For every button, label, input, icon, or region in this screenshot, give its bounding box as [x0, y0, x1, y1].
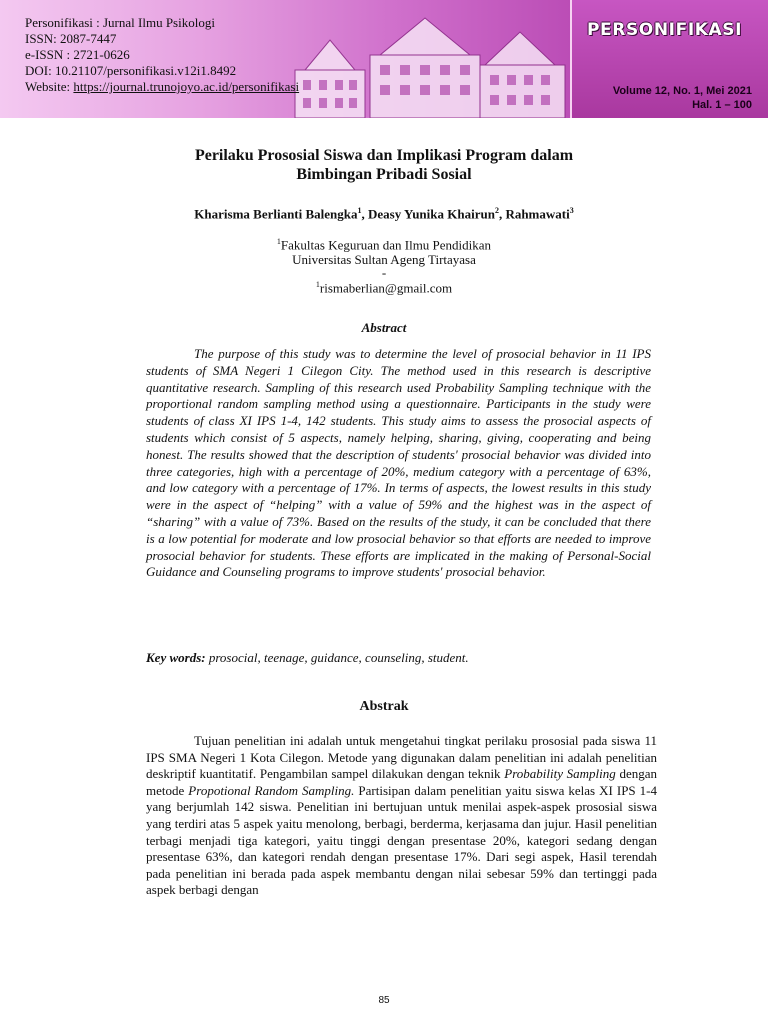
- keywords: [146, 650, 469, 666]
- page-range: Hal. 1 – 100: [692, 99, 752, 111]
- volume-info: [613, 84, 752, 112]
- author-list: Kharisma Berlianti Balengka$^1$, Deasy Yunika Khairun$^2$, Rahmawati$^3$: [194, 206, 574, 222]
- abstrak-text-2: dengan metode: [146, 766, 657, 798]
- journal-brand-logo: PERSONIFIKASI: [587, 20, 743, 40]
- keywords-label: Key words:: [146, 650, 206, 665]
- author-email: [0, 280, 768, 296]
- journal-info: [25, 15, 299, 95]
- campus-building-illustration: [285, 10, 575, 118]
- title-line-1: Perilaku Prososial Siswa dan Implikasi Program dalam: [194, 147, 574, 164]
- email-address: risma​berlian@gmail.com: [319, 280, 453, 296]
- abstrak-italic-2: Propotional Random Sampling.: [188, 782, 355, 798]
- author-1: Kharisma Berlianti Balengka: [194, 206, 358, 222]
- abstrak-body: [146, 733, 657, 899]
- website-link[interactable]: https://journal.trunojoyo.ac.id/personifikasi: [73, 79, 300, 94]
- author-3: Rahmawati: [505, 206, 570, 222]
- affiliation-dash: -: [381, 265, 387, 281]
- journal-banner: [0, 0, 768, 118]
- author-3-sup: 3: [569, 206, 574, 215]
- issn: ISSN: 2087-7447: [25, 31, 117, 46]
- affiliation-line-1: Fakultas Keguruan dan Ilmu Pendidikan: [280, 237, 492, 253]
- abstrak-italic-1: Probability Sampling: [504, 766, 616, 782]
- abstract-body: [146, 346, 651, 581]
- abstrak-text-1: Tujuan penelitian ini adalah untuk mengetahui tingkat perilaku prososial pada siswa 11 IPS SMA Negeri 1 Kota Cilegon. Metode yang digunakan dalam penelitian ini adalah penelitian deskriptif kuantitatif. Pengambilan sampel dilakukan dengan teknik: [146, 733, 657, 782]
- page-number: 85: [378, 995, 390, 1006]
- website-label: Website:: [25, 79, 74, 94]
- article-title: [0, 146, 768, 184]
- website-line: [25, 79, 299, 95]
- affiliation-line-2: Universitas Sultan Ageng Tirtayasa: [292, 252, 476, 268]
- author-2-sup: 2: [494, 206, 499, 215]
- author-2: Deasy Yunika Khairun: [368, 206, 495, 222]
- title-line-2: Bimbingan Pribadi Sosial: [296, 166, 472, 183]
- author-1-sup: 1: [357, 206, 362, 215]
- journal-name: Personifikasi : Jurnal Ilmu Psikologi: [25, 15, 215, 30]
- abstract-heading: Abstract: [361, 320, 407, 335]
- abstrak-heading: Abstrak: [359, 699, 409, 714]
- keywords-text: prosocial, teenage, guidance, counseling, student.: [208, 650, 469, 665]
- email-sup: 1: [315, 280, 320, 289]
- abstract-text: The purpose of this study was to determine the level of prosocial behavior in 11 IPS students of SMA Negeri 1 Cilegon City. The method used in this research is descriptive quantitative research. Sampling of this research used Probability Sampling technique with the proportional random sampling method using a questionnaire. Participants in the study were students of class XI IPS 1-4, 142 students. This study aims to assess the prosocial aspects of students which consist of 5 aspects, namely helping, sharing, giving, cooperating and being honest. The results showed that the description of students' prosocial behavior was divided into three categories, high with a percentage of 20%, medium category with a percentage of 63%, and low category with a percentage of 17%. In terms of aspects, the lowest results in this study were in the aspect of “helping” with a value of 59% and the highest was in the aspect of “sharing” with a value of 73%. Based on the results of the study, it can be concluded that there is a low potential for moderate and low prosocial behavior so that efforts are needed to improve prosocial behavior for students. These efforts are implicated in the making of Personal-Social Guidance and Counseling programs to improve students' prosocial behavior.: [146, 346, 651, 580]
- eissn: e-ISSN : 2721-0626: [25, 47, 130, 62]
- affiliation: [0, 234, 768, 279]
- affiliation-sup: 1: [276, 237, 281, 246]
- abstrak-text-3: Partisipan dalam penelitian yaitu siswa kelas XI IPS 1-4 yang berjumlah 142 siswa. Penelitian ini bertujuan untuk menilai aspek-aspek prososial siswa yang terdiri atas 5 aspek yaitu menolong, berbagi, berderma, kerjasama dan jujur. Hasil penelitian terbagi menjadi tiga kategori, yaitu tinggi dengan presentase 20%, kategori sedang dengan presentase 63%, dan kategori rendah dengan presentase 17%. Dari segi aspek, Hasil terendah pada penelitian ini berada pada aspek membantu dengan nilai sebesar 59% dan tertinggi pada aspek berbagi dengan: [146, 782, 658, 898]
- volume-label: Volume 12, No. 1, Mei 2021: [612, 85, 752, 97]
- doi: DOI: 10.21107/personifikasi.v12i1.8492: [25, 63, 237, 78]
